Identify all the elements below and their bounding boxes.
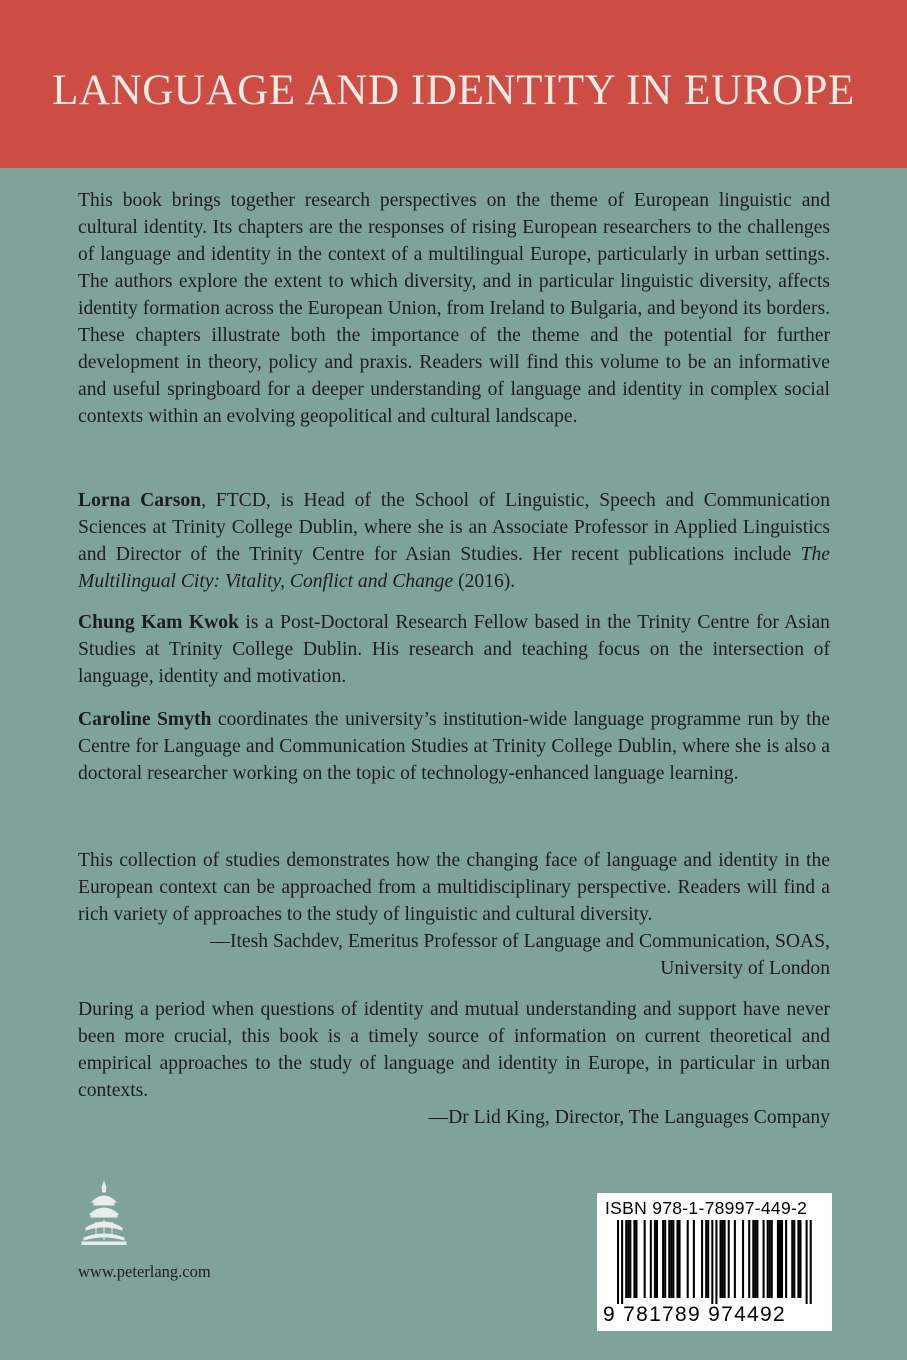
barcode-bar: [707, 1220, 709, 1298]
bio-text: is a Post-Doctoral Research Fellow based in the Trinity Centre for Asian Studies at Trinity College Dublin. His research and teaching focus on the intersection of language, identity and motivation.: [78, 612, 830, 687]
barcode-bar: [711, 1220, 713, 1304]
barcode-bar: [754, 1220, 756, 1298]
endorsement-quote: During a period when questions of identity and mutual understanding and support have never been more crucial, this book is a timely source of information on current theoretical and empirical approaches to the study of language and identity in Europe, in particular in urban contexts.: [78, 999, 830, 1101]
barcode-bar: [672, 1220, 674, 1298]
barcode-bar: [687, 1220, 689, 1298]
barcode-bar: [635, 1220, 637, 1298]
book-reference: The Multilingual City: Vitality, Conflict and Change: [78, 544, 830, 592]
endorsement-attribution-affiliation: University of London: [660, 958, 830, 979]
barcode-bar: [748, 1220, 750, 1298]
author-bio-carson: [78, 487, 830, 595]
barcode-bar: [806, 1220, 808, 1304]
book-title: LANGUAGE AND IDENTITY IN EUROPE: [52, 67, 855, 114]
barcode-bar: [742, 1220, 744, 1298]
barcode-bar: [799, 1220, 801, 1298]
barcode-bar: [644, 1220, 646, 1298]
author-bio-kwok: [78, 609, 830, 690]
barcode-bar: [705, 1220, 707, 1298]
barcode-bar: [769, 1220, 771, 1298]
barcode-bar: [668, 1220, 670, 1298]
barcode-bar: [662, 1220, 664, 1298]
endorsement-quote: This collection of studies demonstrates how the changing face of language and identity in the European context can be approached from a multidisciplinary perspective. Readers will find a rich variety of approaches to the study of linguistic and cultural diversity.: [78, 850, 830, 925]
ean-digits: 9 781789 974492: [603, 1303, 786, 1326]
barcode-bar: [679, 1220, 681, 1298]
barcode-bar: [752, 1220, 754, 1298]
endorsement-sachdev: [78, 847, 830, 982]
endorsement-king: [78, 996, 830, 1131]
author-name: Chung Kam Kwok: [78, 612, 239, 633]
barcode-bar: [617, 1220, 619, 1304]
barcode-bar: [701, 1220, 703, 1298]
barcode-bar: [633, 1220, 635, 1298]
author-name: Lorna Carson: [78, 490, 202, 511]
barcode-bar: [676, 1220, 678, 1298]
barcode-bar: [693, 1220, 695, 1298]
barcode-bar: [724, 1220, 726, 1298]
barcode-bar: [767, 1220, 769, 1298]
barcode-bar: [621, 1220, 623, 1304]
barcode-bar: [763, 1220, 765, 1298]
endorsement-attribution: —Dr Lid King, Director, The Languages Company: [428, 1107, 830, 1128]
barcode-bar: [734, 1220, 736, 1298]
barcode-bar: [715, 1220, 717, 1304]
barcode-bar: [791, 1220, 793, 1298]
barcode-bar: [722, 1220, 724, 1298]
barcode-bar: [664, 1220, 666, 1298]
barcode-bar: [625, 1220, 627, 1298]
barcode-bar: [629, 1220, 631, 1298]
barcode-bar: [785, 1220, 787, 1298]
barcode-bars: [603, 1220, 827, 1304]
book-blurb: This book brings together research perspectives on the theme of European linguistic and cultural identity. Its chapters are the responses of rising European researchers to the challenges of language and identity in the context of a multilingual Europe, particularly in urban settings. The authors explore the extent to which diversity, and in particular linguistic diversity, affects identity formation across the European Union, from Ireland to Bulgaria, and beyond its borders. These chapters illustrate both the importance of the theme and the potential for further development in theory, policy and praxis. Readers will find this volume to be an informative and useful springboard for a deeper understanding of language and identity in complex social contexts within an evolving geopolitical and cultural landscape.: [78, 190, 830, 427]
barcode-bar: [797, 1220, 799, 1298]
barcode-bar: [810, 1220, 812, 1304]
barcode-bar: [654, 1220, 656, 1298]
barcode-bar: [793, 1220, 795, 1298]
isbn-label: ISBN 978-1-78997-449-2: [605, 1198, 808, 1218]
endorsement-attribution: —Itesh Sachdev, Emeritus Professor of Language and Communication, SOAS,: [210, 931, 830, 952]
barcode-bar: [779, 1220, 781, 1298]
barcode-bar: [781, 1220, 783, 1298]
barcode-bar: [777, 1220, 779, 1298]
bio-text: (2016).: [453, 571, 516, 592]
barcode-bar: [670, 1220, 672, 1298]
author-bio-smyth: [78, 706, 830, 787]
barcode-bar: [756, 1220, 758, 1298]
publisher-url[interactable]: www.peterlang.com: [78, 1262, 211, 1281]
bio-text: coordinates the university’s institution-wide language programme run by the Centre for Language and Communication Studies at Trinity College Dublin, where she is also a doctoral researcher working on the topic of technology-enhanced language learning.: [78, 709, 831, 784]
barcode-bar: [720, 1220, 722, 1298]
bio-text: , FTCD, is Head of the School of Linguistic, Speech and Communication Sciences at Trinity College Dublin, where she is an Associate Professor in Applied Linguistics and Director of the Trinity Centre for Asian Studies. Her recent publications include: [78, 490, 830, 565]
barcode-bar: [728, 1220, 730, 1298]
barcode-bar: [656, 1220, 658, 1298]
isbn-barcode: [597, 1193, 832, 1331]
barcode-bar: [650, 1220, 652, 1298]
author-name: Caroline Smyth: [78, 709, 212, 730]
barcode-bar: [627, 1220, 629, 1298]
peter-lang-book-tower-icon: [76, 1180, 132, 1250]
barcode-bar: [771, 1220, 773, 1298]
